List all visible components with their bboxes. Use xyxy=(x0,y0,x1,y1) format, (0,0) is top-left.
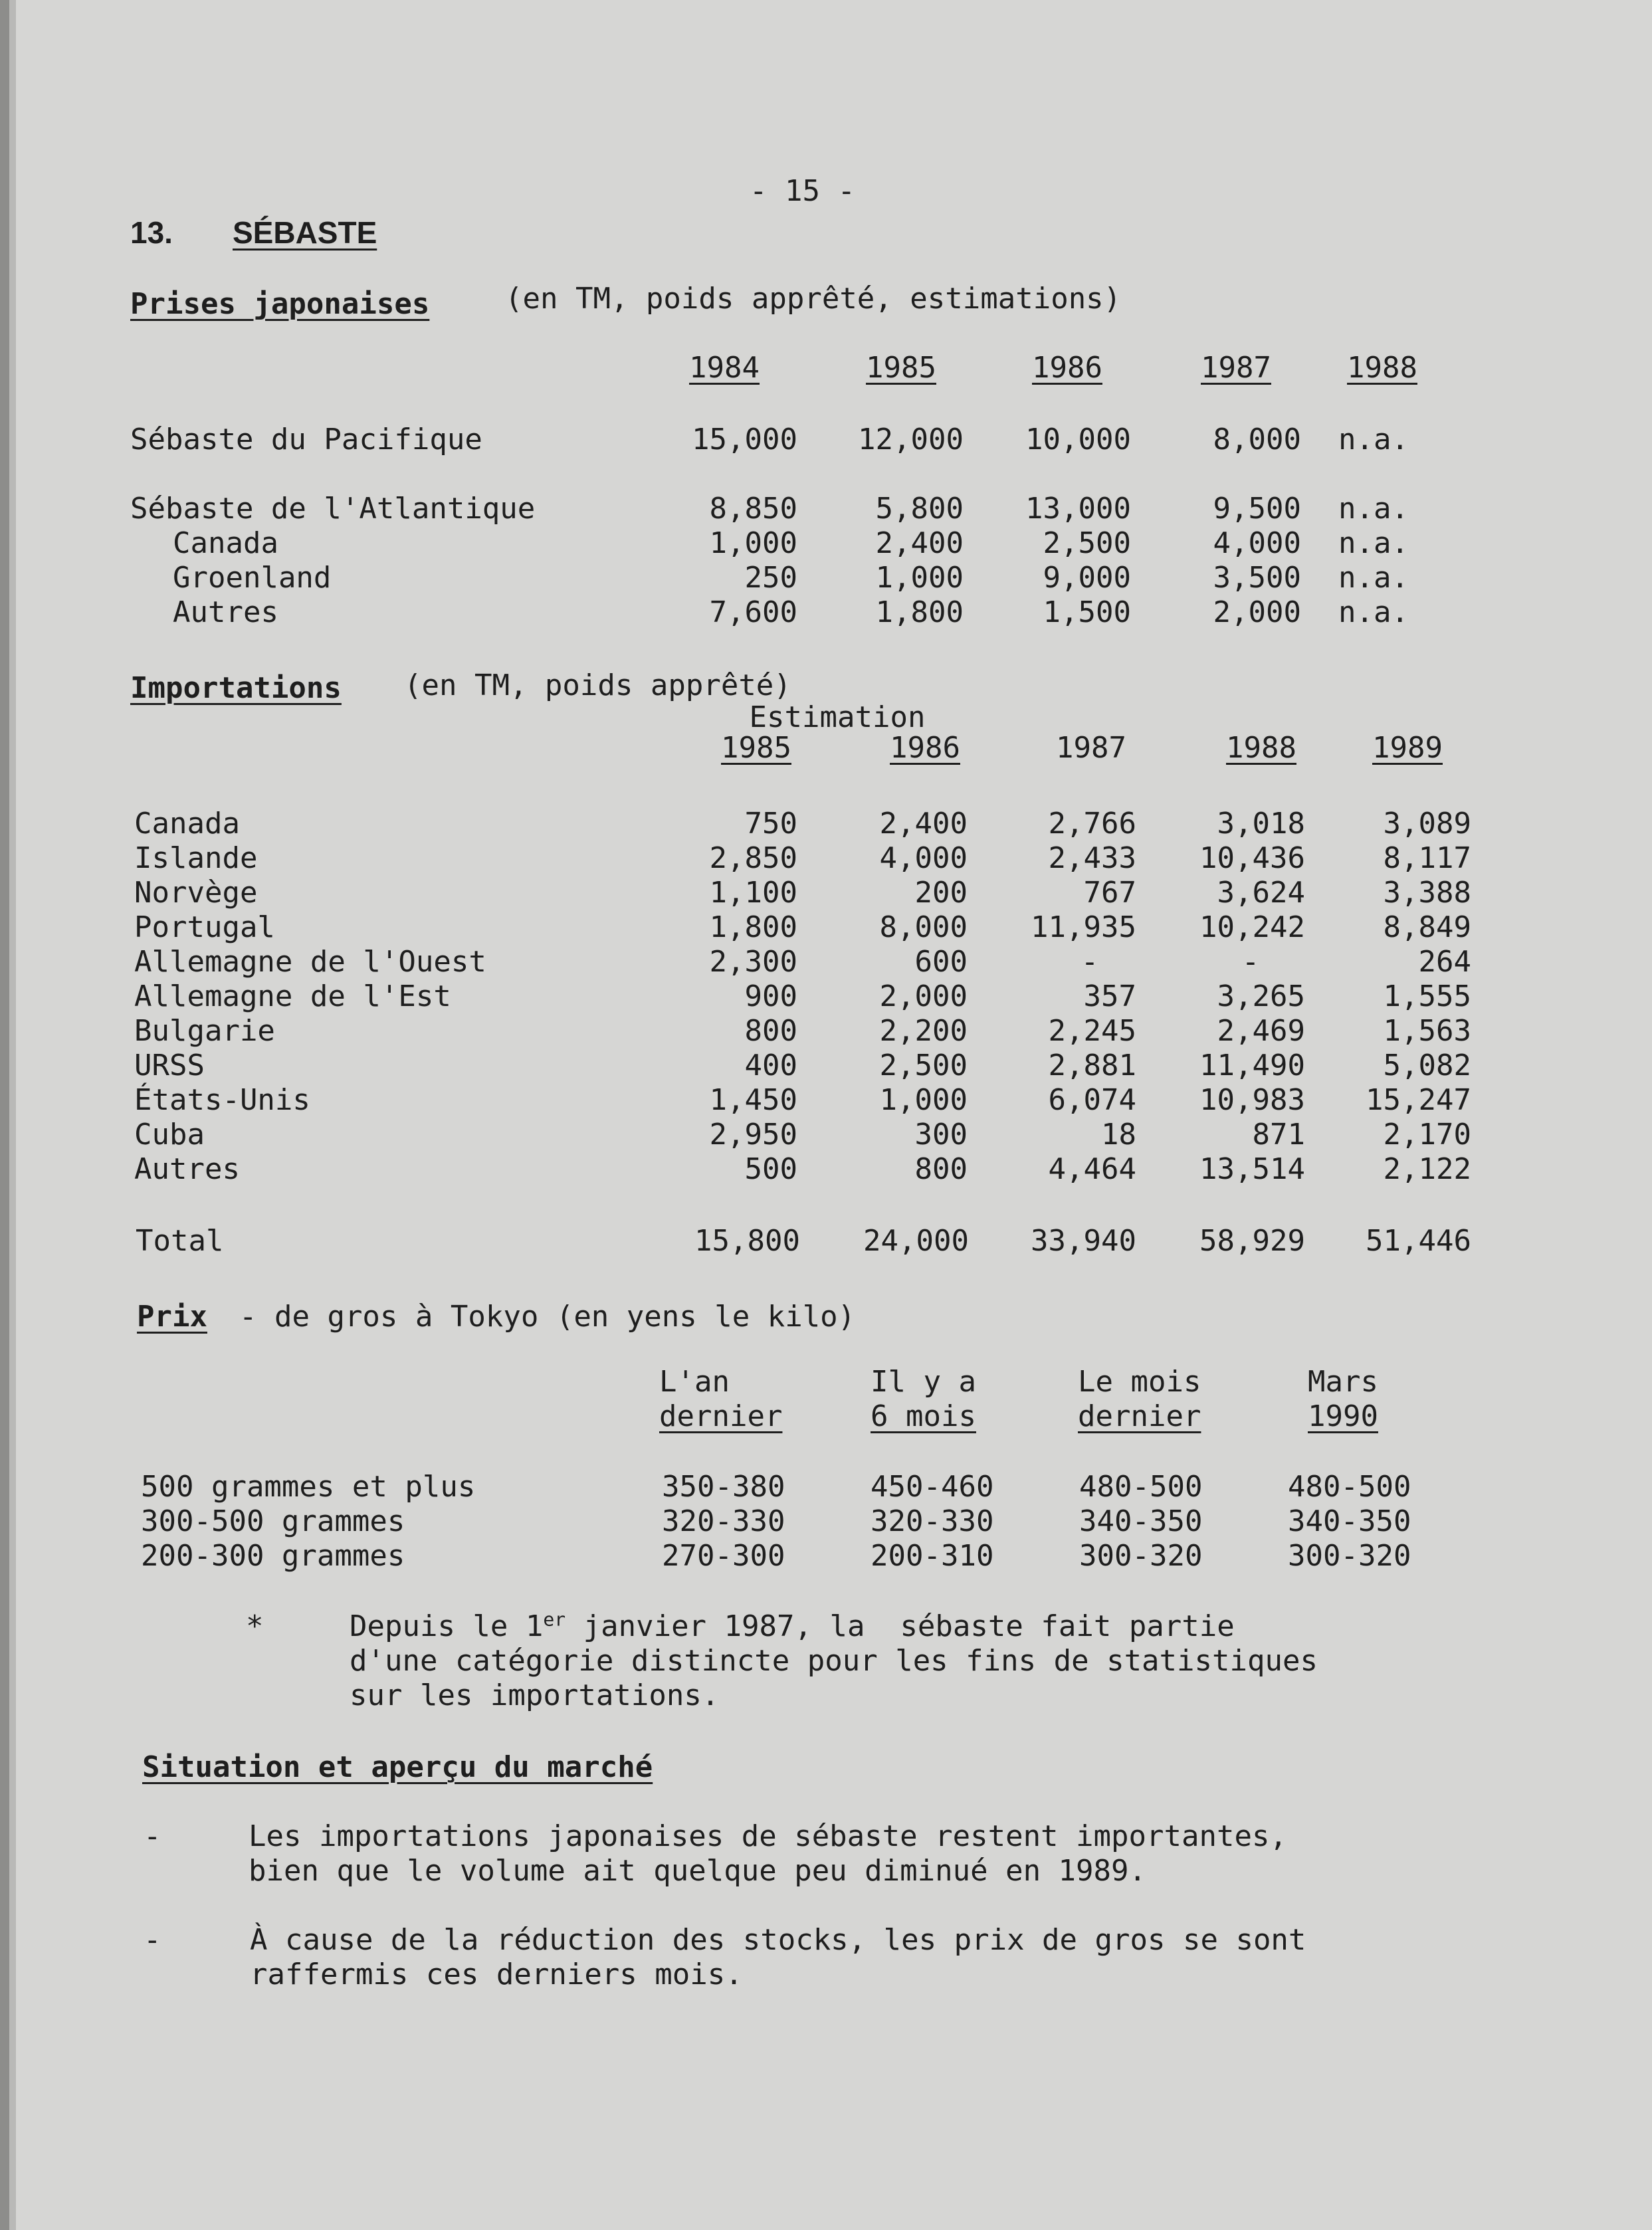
cell: 1,555 xyxy=(1383,979,1471,1013)
cell: 8,849 xyxy=(1383,910,1471,944)
row-label: Autres xyxy=(173,595,278,629)
imports-year-header: 1986 xyxy=(890,731,960,765)
cell: 33,940 xyxy=(1031,1224,1136,1258)
row-label: 300-500 grammes xyxy=(141,1504,405,1538)
cell: 8,000 xyxy=(879,910,968,944)
page-number: - 15 - xyxy=(750,174,855,208)
footnote-line xyxy=(350,1609,1235,1644)
row-label: Canada xyxy=(173,526,278,560)
cell: 11,935 xyxy=(1031,910,1136,944)
cell: 51,446 xyxy=(1366,1224,1471,1258)
cell: - xyxy=(1081,945,1099,979)
market-title: Situation et aperçu du marché xyxy=(142,1750,653,1784)
cell: 4,000 xyxy=(1213,526,1301,560)
cell: 1,800 xyxy=(875,595,964,629)
prices-title: Prix xyxy=(137,1300,207,1334)
cell: 10,000 xyxy=(1025,423,1131,456)
cell: 900 xyxy=(744,979,797,1013)
cell: 4,000 xyxy=(879,841,968,875)
bullet-dash: - xyxy=(144,1923,161,1957)
cell: n.a. xyxy=(1338,526,1409,560)
cell: 350-380 xyxy=(662,1470,785,1504)
cell: 13,000 xyxy=(1025,492,1131,526)
cell: 2,000 xyxy=(879,979,968,1013)
cell: 400 xyxy=(744,1049,797,1082)
cell: 13,514 xyxy=(1199,1152,1305,1186)
cell: 2,433 xyxy=(1048,841,1136,875)
cell: 1,100 xyxy=(709,876,797,910)
imports-subtitle: (en TM, poids apprêté) xyxy=(404,668,791,702)
imports-title: Importations xyxy=(130,671,342,705)
row-label: Groenland xyxy=(173,561,332,595)
cell: 357 xyxy=(1083,979,1136,1013)
cell: 500 xyxy=(744,1152,797,1186)
row-label: Cuba xyxy=(134,1118,205,1152)
cell: 300-320 xyxy=(1079,1539,1203,1573)
catches-title: Prises japonaises xyxy=(130,287,430,321)
section-number: 13. xyxy=(130,215,173,250)
cell: 1,500 xyxy=(1043,595,1131,629)
cell: 320-330 xyxy=(871,1504,994,1538)
catches-year-header: 1988 xyxy=(1347,351,1417,385)
row-label: Norvège xyxy=(134,876,258,910)
cell: - xyxy=(1241,945,1260,979)
cell: 480-500 xyxy=(1079,1470,1203,1504)
cell: 250 xyxy=(744,561,797,595)
header-line: Le mois xyxy=(1078,1365,1201,1399)
row-label: États-Unis xyxy=(134,1083,310,1117)
cell: 11,490 xyxy=(1199,1049,1305,1082)
cell: 2,500 xyxy=(879,1049,968,1082)
cell: 3,018 xyxy=(1217,807,1305,841)
cell: 2,469 xyxy=(1217,1014,1305,1048)
header-line: dernier xyxy=(659,1399,783,1433)
cell: 24,000 xyxy=(863,1224,969,1258)
cell: 300 xyxy=(914,1118,968,1152)
cell: 10,242 xyxy=(1199,910,1305,944)
cell: 1,000 xyxy=(879,1083,968,1117)
cell: 15,000 xyxy=(692,423,797,456)
cell: 340-350 xyxy=(1079,1504,1203,1538)
row-label: Sébaste du Pacifique xyxy=(130,423,482,456)
cell: n.a. xyxy=(1338,595,1409,629)
cell: 4,464 xyxy=(1048,1152,1136,1186)
cell: 3,265 xyxy=(1217,979,1305,1013)
cell: 871 xyxy=(1252,1118,1305,1152)
cell: 3,624 xyxy=(1217,876,1305,910)
cell: 2,881 xyxy=(1048,1049,1136,1082)
cell: 3,089 xyxy=(1383,807,1471,841)
row-label: Autres xyxy=(134,1152,240,1186)
cell: 2,300 xyxy=(709,945,797,979)
cell: 2,950 xyxy=(709,1118,797,1152)
row-label: Canada xyxy=(134,807,240,841)
imports-year-header: 1989 xyxy=(1372,731,1443,765)
cell: 15,800 xyxy=(694,1224,800,1258)
footnote-text: janvier 1987, la sébaste fait partie xyxy=(566,1609,1235,1643)
bullet-line: À cause de la réduction des stocks, les prix de gros se sont xyxy=(250,1923,1306,1957)
cell: 767 xyxy=(1083,876,1136,910)
header-line: 1990 xyxy=(1308,1399,1378,1433)
cell: 2,766 xyxy=(1048,807,1136,841)
catches-year-header: 1987 xyxy=(1201,351,1271,385)
cell: 2,200 xyxy=(879,1014,968,1048)
cell: 5,082 xyxy=(1383,1049,1471,1082)
cell: 58,929 xyxy=(1199,1224,1305,1258)
bullet-line: Les importations japonaises de sébaste restent importantes, xyxy=(249,1819,1287,1853)
section-title: SÉBASTE xyxy=(233,215,377,250)
cell: 340-350 xyxy=(1288,1504,1411,1538)
cell: n.a. xyxy=(1338,423,1409,456)
row-label: Allemagne de l'Ouest xyxy=(134,945,486,979)
cell: 3,388 xyxy=(1383,876,1471,910)
header-line: Il y a xyxy=(871,1365,976,1399)
header-line: Mars xyxy=(1308,1365,1378,1399)
cell: 18 xyxy=(1101,1118,1136,1152)
catches-year-header: 1986 xyxy=(1032,351,1102,385)
cell: 2,500 xyxy=(1043,526,1131,560)
bullet-line: bien que le volume ait quelque peu diminué en 1989. xyxy=(249,1854,1147,1888)
imports-year-header: 1987 xyxy=(1056,731,1126,765)
cell: 200 xyxy=(914,876,968,910)
imports-year-header: 1988 xyxy=(1226,731,1296,765)
cell: 320-330 xyxy=(662,1504,785,1538)
row-label: Islande xyxy=(134,841,258,875)
bullet-line: raffermis ces derniers mois. xyxy=(250,1958,743,1991)
footnote-marker: * xyxy=(246,1609,264,1643)
cell: 750 xyxy=(744,807,797,841)
catches-year-header: 1985 xyxy=(866,351,936,385)
cell: 1,800 xyxy=(709,910,797,944)
cell: 2,000 xyxy=(1213,595,1301,629)
cell: 450-460 xyxy=(871,1470,994,1504)
cell: 10,436 xyxy=(1199,841,1305,875)
cell: 1,450 xyxy=(709,1083,797,1117)
row-label: Portugal xyxy=(134,910,275,944)
cell: 600 xyxy=(914,945,968,979)
cell: 1,563 xyxy=(1383,1014,1471,1048)
cell: 200-310 xyxy=(871,1539,994,1573)
header-line: 6 mois xyxy=(871,1399,976,1433)
cell: 6,074 xyxy=(1048,1083,1136,1117)
cell: 8,000 xyxy=(1213,423,1301,456)
footnote-superscript: er xyxy=(543,1608,566,1631)
prices-subtitle: - de gros à Tokyo (en yens le kilo) xyxy=(239,1300,856,1334)
scan-edge xyxy=(0,0,9,2230)
cell: 2,245 xyxy=(1048,1014,1136,1048)
cell: 8,850 xyxy=(709,492,797,526)
cell: 12,000 xyxy=(858,423,964,456)
row-label: Allemagne de l'Est xyxy=(134,979,451,1013)
cell: 15,247 xyxy=(1366,1083,1471,1117)
cell: 800 xyxy=(914,1152,968,1186)
cell: 800 xyxy=(744,1014,797,1048)
cell: 9,000 xyxy=(1043,561,1131,595)
footnote-text: Depuis le 1 xyxy=(350,1609,544,1643)
cell: 2,122 xyxy=(1383,1152,1471,1186)
estimation-label: Estimation xyxy=(749,700,926,734)
cell: 2,400 xyxy=(875,526,964,560)
cell: 1,000 xyxy=(875,561,964,595)
footnote-line: sur les importations. xyxy=(350,1678,720,1712)
catches-subtitle: (en TM, poids apprêté, estimations) xyxy=(505,282,1122,316)
row-label: Total xyxy=(136,1224,224,1258)
cell: 480-500 xyxy=(1288,1470,1411,1504)
cell: 3,500 xyxy=(1213,561,1301,595)
row-label: URSS xyxy=(134,1049,205,1082)
row-label: Bulgarie xyxy=(134,1014,275,1048)
bullet-dash: - xyxy=(144,1819,161,1853)
cell: 7,600 xyxy=(709,595,797,629)
cell: 2,850 xyxy=(709,841,797,875)
cell: 10,983 xyxy=(1199,1083,1305,1117)
imports-year-header: 1985 xyxy=(721,731,791,765)
cell: 8,117 xyxy=(1383,841,1471,875)
cell: 9,500 xyxy=(1213,492,1301,526)
cell: 2,400 xyxy=(879,807,968,841)
footnote-line: d'une catégorie distincte pour les fins de statistiques xyxy=(350,1644,1318,1678)
row-label: 500 grammes et plus xyxy=(141,1470,476,1504)
cell: n.a. xyxy=(1338,561,1409,595)
row-label: 200-300 grammes xyxy=(141,1539,405,1573)
cell: n.a. xyxy=(1338,492,1409,526)
cell: 5,800 xyxy=(875,492,964,526)
cell: 2,170 xyxy=(1383,1118,1471,1152)
row-label: Sébaste de l'Atlantique xyxy=(130,492,536,526)
cell: 1,000 xyxy=(709,526,797,560)
header-line: dernier xyxy=(1078,1399,1201,1433)
header-line: L'an xyxy=(659,1365,730,1399)
scan-edge-shadow xyxy=(9,0,16,2230)
cell: 300-320 xyxy=(1288,1539,1411,1573)
catches-year-header: 1984 xyxy=(689,351,760,385)
cell: 270-300 xyxy=(662,1539,785,1573)
cell: 264 xyxy=(1418,945,1471,979)
